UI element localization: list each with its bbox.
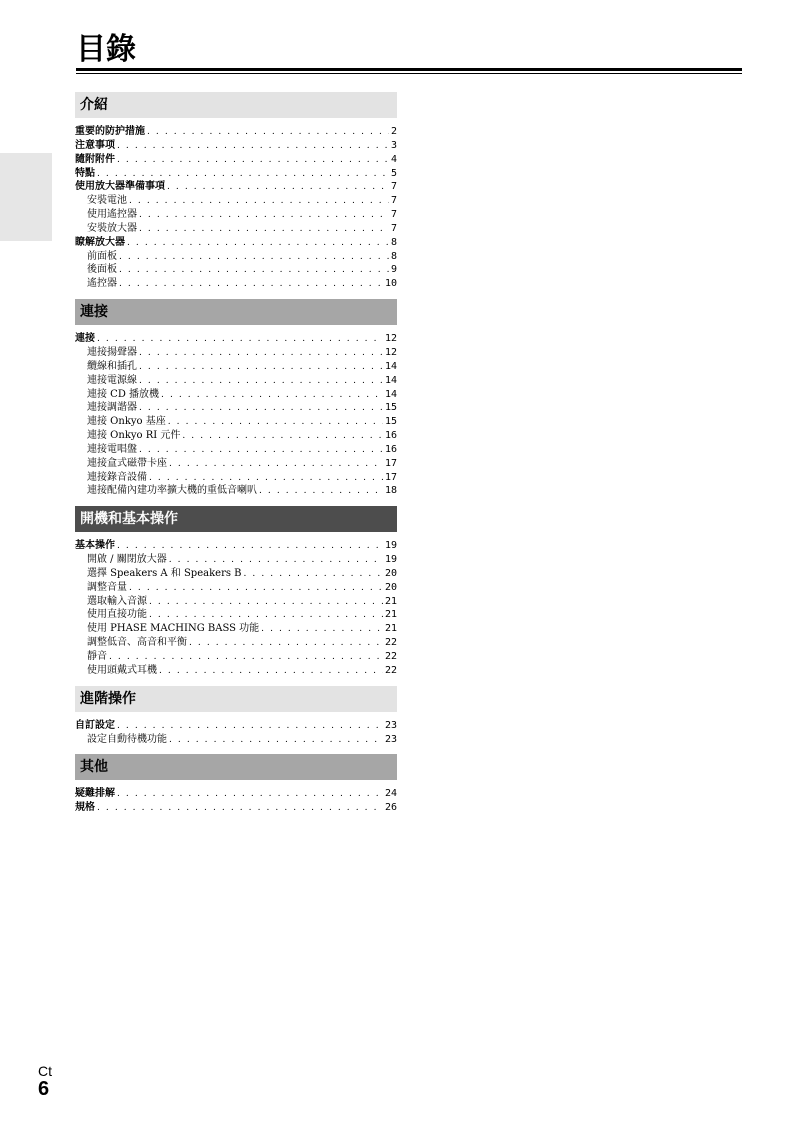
toc-entry-title: 規格 — [75, 802, 95, 814]
toc-entry-page: 21 — [384, 623, 397, 635]
toc-entry-title: 重要的防护措施 — [75, 126, 145, 137]
toc-dot-leader — [159, 665, 383, 678]
toc-entry-title: 遙控器 — [87, 278, 117, 290]
toc-entry-title: 連接 — [75, 333, 95, 345]
toc-entry[interactable] — [75, 360, 397, 374]
toc-entry-page: 20 — [384, 581, 397, 593]
toc-entry-title: 連接電唱盤 — [87, 443, 137, 455]
toc-entry-page: 22 — [384, 651, 397, 662]
toc-entry-page: 7 — [390, 181, 397, 193]
toc-entry[interactable] — [75, 471, 397, 485]
toc-entry[interactable] — [75, 622, 397, 636]
title-rule-thin — [76, 73, 742, 74]
toc-entry-title: 隨附附件 — [75, 153, 115, 165]
toc-entry[interactable] — [75, 263, 397, 277]
toc-entry-page: 26 — [384, 802, 397, 814]
toc-entry-title: 連接錄音設備 — [87, 471, 147, 483]
toc-entry[interactable] — [75, 608, 397, 622]
toc-entry[interactable] — [75, 180, 397, 194]
toc-entry[interactable] — [75, 787, 397, 801]
section-entries — [75, 539, 397, 677]
toc-entry-title: 瞭解放大器 — [75, 236, 125, 248]
toc-entry-title: 使用遙控器 — [87, 209, 137, 221]
toc-dot-leader — [169, 734, 383, 747]
toc-entry-title: 前面板 — [87, 250, 117, 262]
toc-entry-page: 12 — [384, 346, 397, 358]
toc-entry-page: 3 — [390, 139, 397, 151]
toc-entry-title: 連接電源線 — [87, 374, 137, 386]
toc-entry[interactable] — [75, 595, 397, 609]
toc-entry[interactable] — [75, 194, 397, 208]
section-header: 其他 — [75, 754, 397, 780]
toc-entry[interactable] — [75, 236, 397, 250]
toc-dot-leader — [244, 568, 383, 581]
toc-entry[interactable] — [75, 553, 397, 567]
toc-entry-title: 特點 — [75, 167, 95, 179]
section-header: 連接 — [75, 299, 397, 325]
toc-dot-leader — [97, 168, 389, 181]
toc-entry[interactable] — [75, 277, 397, 291]
chapter-side-tab — [0, 153, 52, 241]
toc-entry[interactable] — [75, 457, 397, 471]
toc-dot-leader — [129, 582, 383, 595]
toc-entry-page: 7 — [390, 195, 397, 207]
toc-entry[interactable] — [75, 650, 397, 664]
toc-dot-leader — [161, 389, 383, 402]
toc-entry-title: 使用放大器準備事項 — [75, 181, 165, 193]
toc-entry-page: 8 — [390, 250, 397, 262]
toc-entry-page: 21 — [384, 609, 397, 621]
toc-entry[interactable] — [75, 429, 397, 443]
toc-entry-page: 16 — [384, 430, 397, 442]
title-rule-thick — [76, 68, 742, 71]
toc-dot-leader — [149, 596, 383, 609]
section-entries — [75, 125, 397, 291]
toc-entry-title: 安裝電池 — [87, 195, 127, 207]
toc-entry-title: 注意事项 — [75, 139, 115, 151]
toc-entry-page: 20 — [384, 567, 397, 579]
toc-dot-leader — [182, 430, 383, 443]
toc-entry-title: 自訂設定 — [75, 719, 115, 731]
toc-dot-leader — [139, 347, 383, 360]
toc-entry-page: 14 — [384, 374, 397, 386]
toc-dot-leader — [127, 237, 389, 250]
toc-entry-title: 選取輸入音源 — [87, 595, 147, 607]
toc-entry-page: 15 — [384, 416, 397, 428]
toc-entry-title: 後面板 — [87, 264, 117, 276]
toc-entry-title: 纜線和插孔 — [87, 360, 137, 372]
toc-entry-title: 使用頭戴式耳機 — [87, 664, 157, 676]
toc-entry-page: 14 — [384, 360, 397, 372]
toc-entry-title: 安裝放大器 — [87, 222, 137, 234]
toc-entry[interactable] — [75, 250, 397, 264]
toc-entry-page: 19 — [384, 554, 397, 566]
toc-entry-title: 設定自動待機功能 — [87, 733, 167, 745]
section-entries — [75, 332, 397, 498]
toc-dot-leader — [139, 361, 383, 374]
toc-entry-page: 7 — [390, 222, 397, 234]
toc-entry-title: 連接配備內建功率擴大機的重低音喇叭 — [87, 485, 257, 497]
toc-entry-title: 連接 Onkyo 基座 — [87, 416, 166, 428]
toc-entry[interactable] — [75, 567, 397, 581]
toc-entry[interactable] — [75, 346, 397, 360]
toc-dot-leader — [117, 140, 389, 153]
toc-dot-leader — [259, 485, 383, 498]
toc-entry[interactable] — [75, 374, 397, 388]
toc-dot-leader — [119, 264, 389, 277]
toc-entry-page: 22 — [384, 664, 397, 676]
toc-entry-title: 連接 Onkyo RI 元件 — [87, 430, 181, 442]
toc-entry-page: 5 — [390, 167, 397, 179]
toc-entry-title: 連接盒式磁帶卡座 — [87, 457, 167, 469]
toc-dot-leader — [109, 651, 383, 664]
toc-entry[interactable] — [75, 415, 397, 429]
toc-entry-page: 23 — [384, 719, 397, 731]
toc-dot-leader — [119, 251, 389, 264]
toc-entry-page: 10 — [384, 278, 397, 290]
toc-entry-title: 使用直接功能 — [87, 609, 147, 621]
toc-dot-leader — [261, 623, 383, 636]
toc-entry-page: 23 — [384, 733, 397, 745]
toc-entry-page: 18 — [384, 485, 397, 497]
toc-entry-page: 21 — [384, 595, 397, 607]
toc-dot-leader — [168, 416, 383, 429]
toc-entry-page: 19 — [384, 540, 397, 552]
section-header: 開機和基本操作 — [75, 506, 397, 532]
toc-entry[interactable] — [75, 801, 397, 815]
footer-language-code: Ct — [38, 1063, 52, 1079]
toc-entry-title: 調整低音、高音和平衡 — [87, 637, 187, 649]
section-header: 進階操作 — [75, 686, 397, 712]
toc-entry[interactable] — [75, 581, 397, 595]
toc-entry-title: 基本操作 — [75, 540, 115, 552]
toc-entry-page: 14 — [384, 388, 397, 400]
section-header: 介紹 — [75, 92, 397, 118]
toc-entry[interactable] — [75, 332, 397, 346]
toc-entry[interactable] — [75, 636, 397, 650]
footer-page-number: 6 — [38, 1078, 50, 1100]
toc-entry-page: 9 — [390, 264, 397, 276]
toc-entry-title: 連接調諧器 — [87, 402, 137, 414]
toc-entry-title: 調整音量 — [87, 581, 127, 593]
toc-dot-leader — [189, 637, 383, 650]
toc-entry-title: 開啟 / 關閉放大器 — [87, 554, 167, 566]
toc-dot-leader — [117, 154, 389, 167]
toc-entry-title: 疑難排解 — [75, 788, 115, 800]
toc-dot-leader — [149, 472, 383, 485]
toc-dot-leader — [139, 223, 389, 236]
toc-entry-page: 24 — [384, 788, 397, 800]
toc-entry[interactable] — [75, 167, 397, 181]
table-of-contents — [75, 92, 397, 823]
toc-entry[interactable] — [75, 443, 397, 457]
toc-entry[interactable] — [75, 139, 397, 153]
page-title: 目錄 — [76, 32, 136, 67]
section-entries — [75, 787, 397, 815]
toc-entry-page: 8 — [390, 236, 397, 248]
toc-entry-page: 17 — [384, 457, 397, 469]
toc-entry-title: 連接 CD 播放機 — [87, 388, 160, 400]
toc-dot-leader — [167, 181, 389, 194]
toc-dot-leader — [119, 278, 383, 291]
toc-entry-title: 靜音 — [87, 651, 107, 662]
toc-entry[interactable] — [75, 153, 397, 167]
toc-dot-leader — [169, 554, 383, 567]
toc-entry-page: 2 — [390, 126, 397, 137]
toc-entry-title: 選擇 Speakers A 和 Speakers B — [87, 567, 242, 579]
toc-entry-page: 16 — [384, 443, 397, 455]
toc-dot-leader — [117, 788, 383, 801]
toc-entry[interactable] — [75, 484, 397, 498]
toc-dot-leader — [129, 195, 389, 208]
toc-entry[interactable] — [75, 733, 397, 747]
toc-entry-page: 17 — [384, 471, 397, 483]
toc-entry[interactable] — [75, 539, 397, 553]
toc-entry[interactable] — [75, 388, 397, 402]
toc-dot-leader — [117, 720, 383, 733]
toc-entry[interactable] — [75, 664, 397, 678]
toc-entry-title: 連接揚聲器 — [87, 346, 137, 358]
toc-entry[interactable] — [75, 401, 397, 415]
toc-entry[interactable] — [75, 222, 397, 236]
toc-entry[interactable] — [75, 125, 397, 139]
toc-entry-page: 12 — [384, 333, 397, 345]
toc-dot-leader — [139, 209, 389, 222]
toc-dot-leader — [139, 444, 383, 457]
toc-entry-page: 4 — [390, 153, 397, 165]
section-entries — [75, 719, 397, 747]
toc-entry[interactable] — [75, 208, 397, 222]
toc-entry-page: 7 — [390, 209, 397, 221]
toc-entry-page: 15 — [384, 402, 397, 414]
toc-dot-leader — [169, 458, 383, 471]
toc-dot-leader — [139, 402, 383, 415]
toc-dot-leader — [139, 375, 383, 388]
toc-entry-title: 使用 PHASE MACHING BASS 功能 — [87, 623, 260, 635]
toc-dot-leader — [117, 540, 383, 553]
toc-entry-page: 22 — [384, 637, 397, 649]
toc-dot-leader — [147, 126, 389, 139]
toc-dot-leader — [149, 609, 383, 622]
toc-dot-leader — [97, 333, 383, 346]
toc-dot-leader — [97, 802, 383, 815]
toc-entry[interactable] — [75, 719, 397, 733]
